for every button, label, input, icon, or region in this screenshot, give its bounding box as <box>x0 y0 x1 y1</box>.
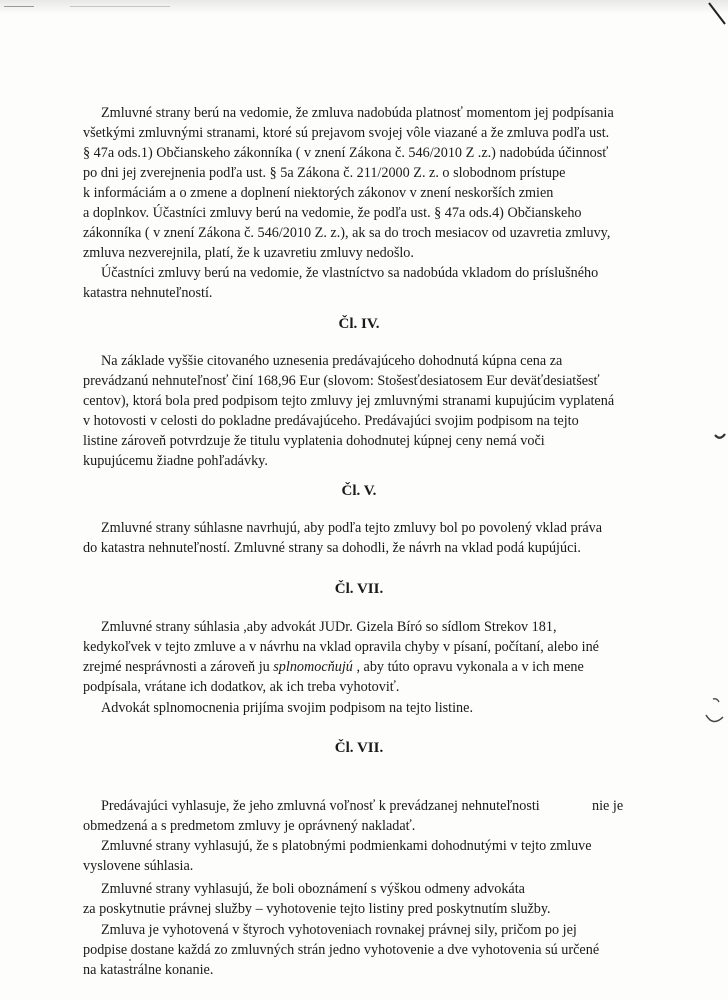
text-line: všetkými zmluvnými stranami, ktoré sú prejavom svojej vôle viazané a že zmluva podľa ust. <box>83 125 610 141</box>
text-line: a doplnkov. Účastníci zmluvy berú na vedomie, že podľa ust. § 47a ods.4) Občianskeho <box>83 205 582 221</box>
text-line: kupujúcemu žiadne pohľadávky. <box>83 453 268 469</box>
text-line: Účastníci zmluvy berú na vedomie, že vlastníctvo sa nadobúda vkladom do príslušného <box>101 265 599 281</box>
text-line: zmluva nezverejnila, platí, že k uzavretiu zmluvy nedošlo. <box>83 245 414 261</box>
italic-word: splnomocňujú <box>273 659 353 675</box>
text-line: do katastra nehnuteľností. Zmluvné strany sa dohodli, že návrh na vklad podá kupújúci. <box>83 540 581 556</box>
text-line: centov), ktorá bola pred podpisom tejto zmluvy jej zmluvnými stranami kupujúcim vyplatená <box>83 393 615 409</box>
text-line: podpise dostane každá zo zmluvných strán jedno vyhotovenie a dve vyhotovenia sú určené <box>83 942 600 958</box>
text-line: v hotovosti v celosti do pokladne predávajúceho. Predávajúci svojim podpisom na tejto <box>83 413 579 429</box>
text-line: vyslovene súhlasia. <box>83 858 194 874</box>
punch-hole-mark <box>703 697 725 729</box>
text-line: Advokát splnomocnenia prijíma svojim podpisom na tejto listine. <box>101 700 473 716</box>
text-line: Zmluvné strany vyhlasujú, že s platobnými podmienkami dohodnutými v tejto zmluve <box>101 838 592 854</box>
text-line: Zmluvné strany súhlasia ,aby advokát JUDr. Gizela Bíró so sídlom Strekov 181, <box>101 619 557 635</box>
text-line: k informáciám a o zmene a doplnení niektorých zákonov v znení neskorších zmien <box>83 185 554 201</box>
text-line: zrejmé nesprávnosti a zároveň ju splnomocňujú , aby túto opravu vykonala a v ich mene <box>83 659 584 675</box>
text-line: nie je <box>592 798 624 814</box>
punch-hole-mark <box>714 432 726 442</box>
section-heading: Čl. V. <box>341 483 377 499</box>
speck <box>128 958 132 962</box>
text-line: Zmluva je vyhotovená v štyroch vyhotoveniach rovnakej právnej sily, pričom po jej <box>101 922 577 938</box>
text-line: obmedzená a s predmetom zmluvy je oprávnený nakladať. <box>83 818 416 834</box>
text-line: katastra nehnuteľností. <box>83 285 213 301</box>
text-line: Na základe vyššie citovaného uznesenia predávajúceho dohodnutá kúpna cena za <box>101 353 563 369</box>
text-line: Predávajúci vyhlasuje, že jeho zmluvná voľnosť k prevádzanej nehnuteľnosti <box>101 798 540 814</box>
text-line: Zmluvné strany vyhlasujú, že boli oboznámení s výškou odmeny advokáta <box>101 881 525 897</box>
text-line: podpísala, vrátane ich dodatkov, ak ich treba vyhotoviť. <box>83 679 400 695</box>
text-line: na katastrálne konanie. <box>83 962 214 978</box>
section-heading: Čl. VII. <box>334 581 384 597</box>
text-line: po dni jej zverejnenia podľa ust. § 5a Zákona č. 211/2000 Z. z. o slobodnom prístupe <box>83 165 566 181</box>
text-line: kedykoľvek v tejto zmluve a v návrhu na vklad opravila chyby v písaní, počítaní, alebo iné <box>83 639 599 655</box>
corner-mark <box>705 0 728 30</box>
text-line: prevádzanú nehnuteľnosť činí 168,96 Eur (slovom: Stošesťdesiatosem Eur deväťdesiatšesť <box>83 373 600 389</box>
text-line: Zmluvné strany súhlasne navrhujú, aby podľa tejto zmluvy bol po povolený vklad práva <box>101 520 603 536</box>
text-line: za poskytnutie právnej služby – vyhotovenie tejto listiny pred poskytnutím služby. <box>83 901 551 917</box>
text-line: Zmluvné strany berú na vedomie, že zmluva nadobúda platnosť momentom jej podpísania <box>101 105 614 121</box>
section-heading: Čl. IV. <box>338 316 380 332</box>
section-heading: Čl. VII. <box>334 740 384 756</box>
text-line: § 47a ods.1) Občianskeho zákonníka ( v znení Zákona č. 546/2010 Z .z.) nadobúda účinnosť <box>83 145 609 161</box>
text-line: listine zároveň potvrdzuje že titulu vyplatenia dohodnutej kúpnej ceny nemá voči <box>83 433 545 449</box>
text-line: zákonníka ( v znení Zákona č. 546/2010 Z. z.), ak sa do troch mesiacov od uzavretia zmluvy, <box>83 225 611 241</box>
